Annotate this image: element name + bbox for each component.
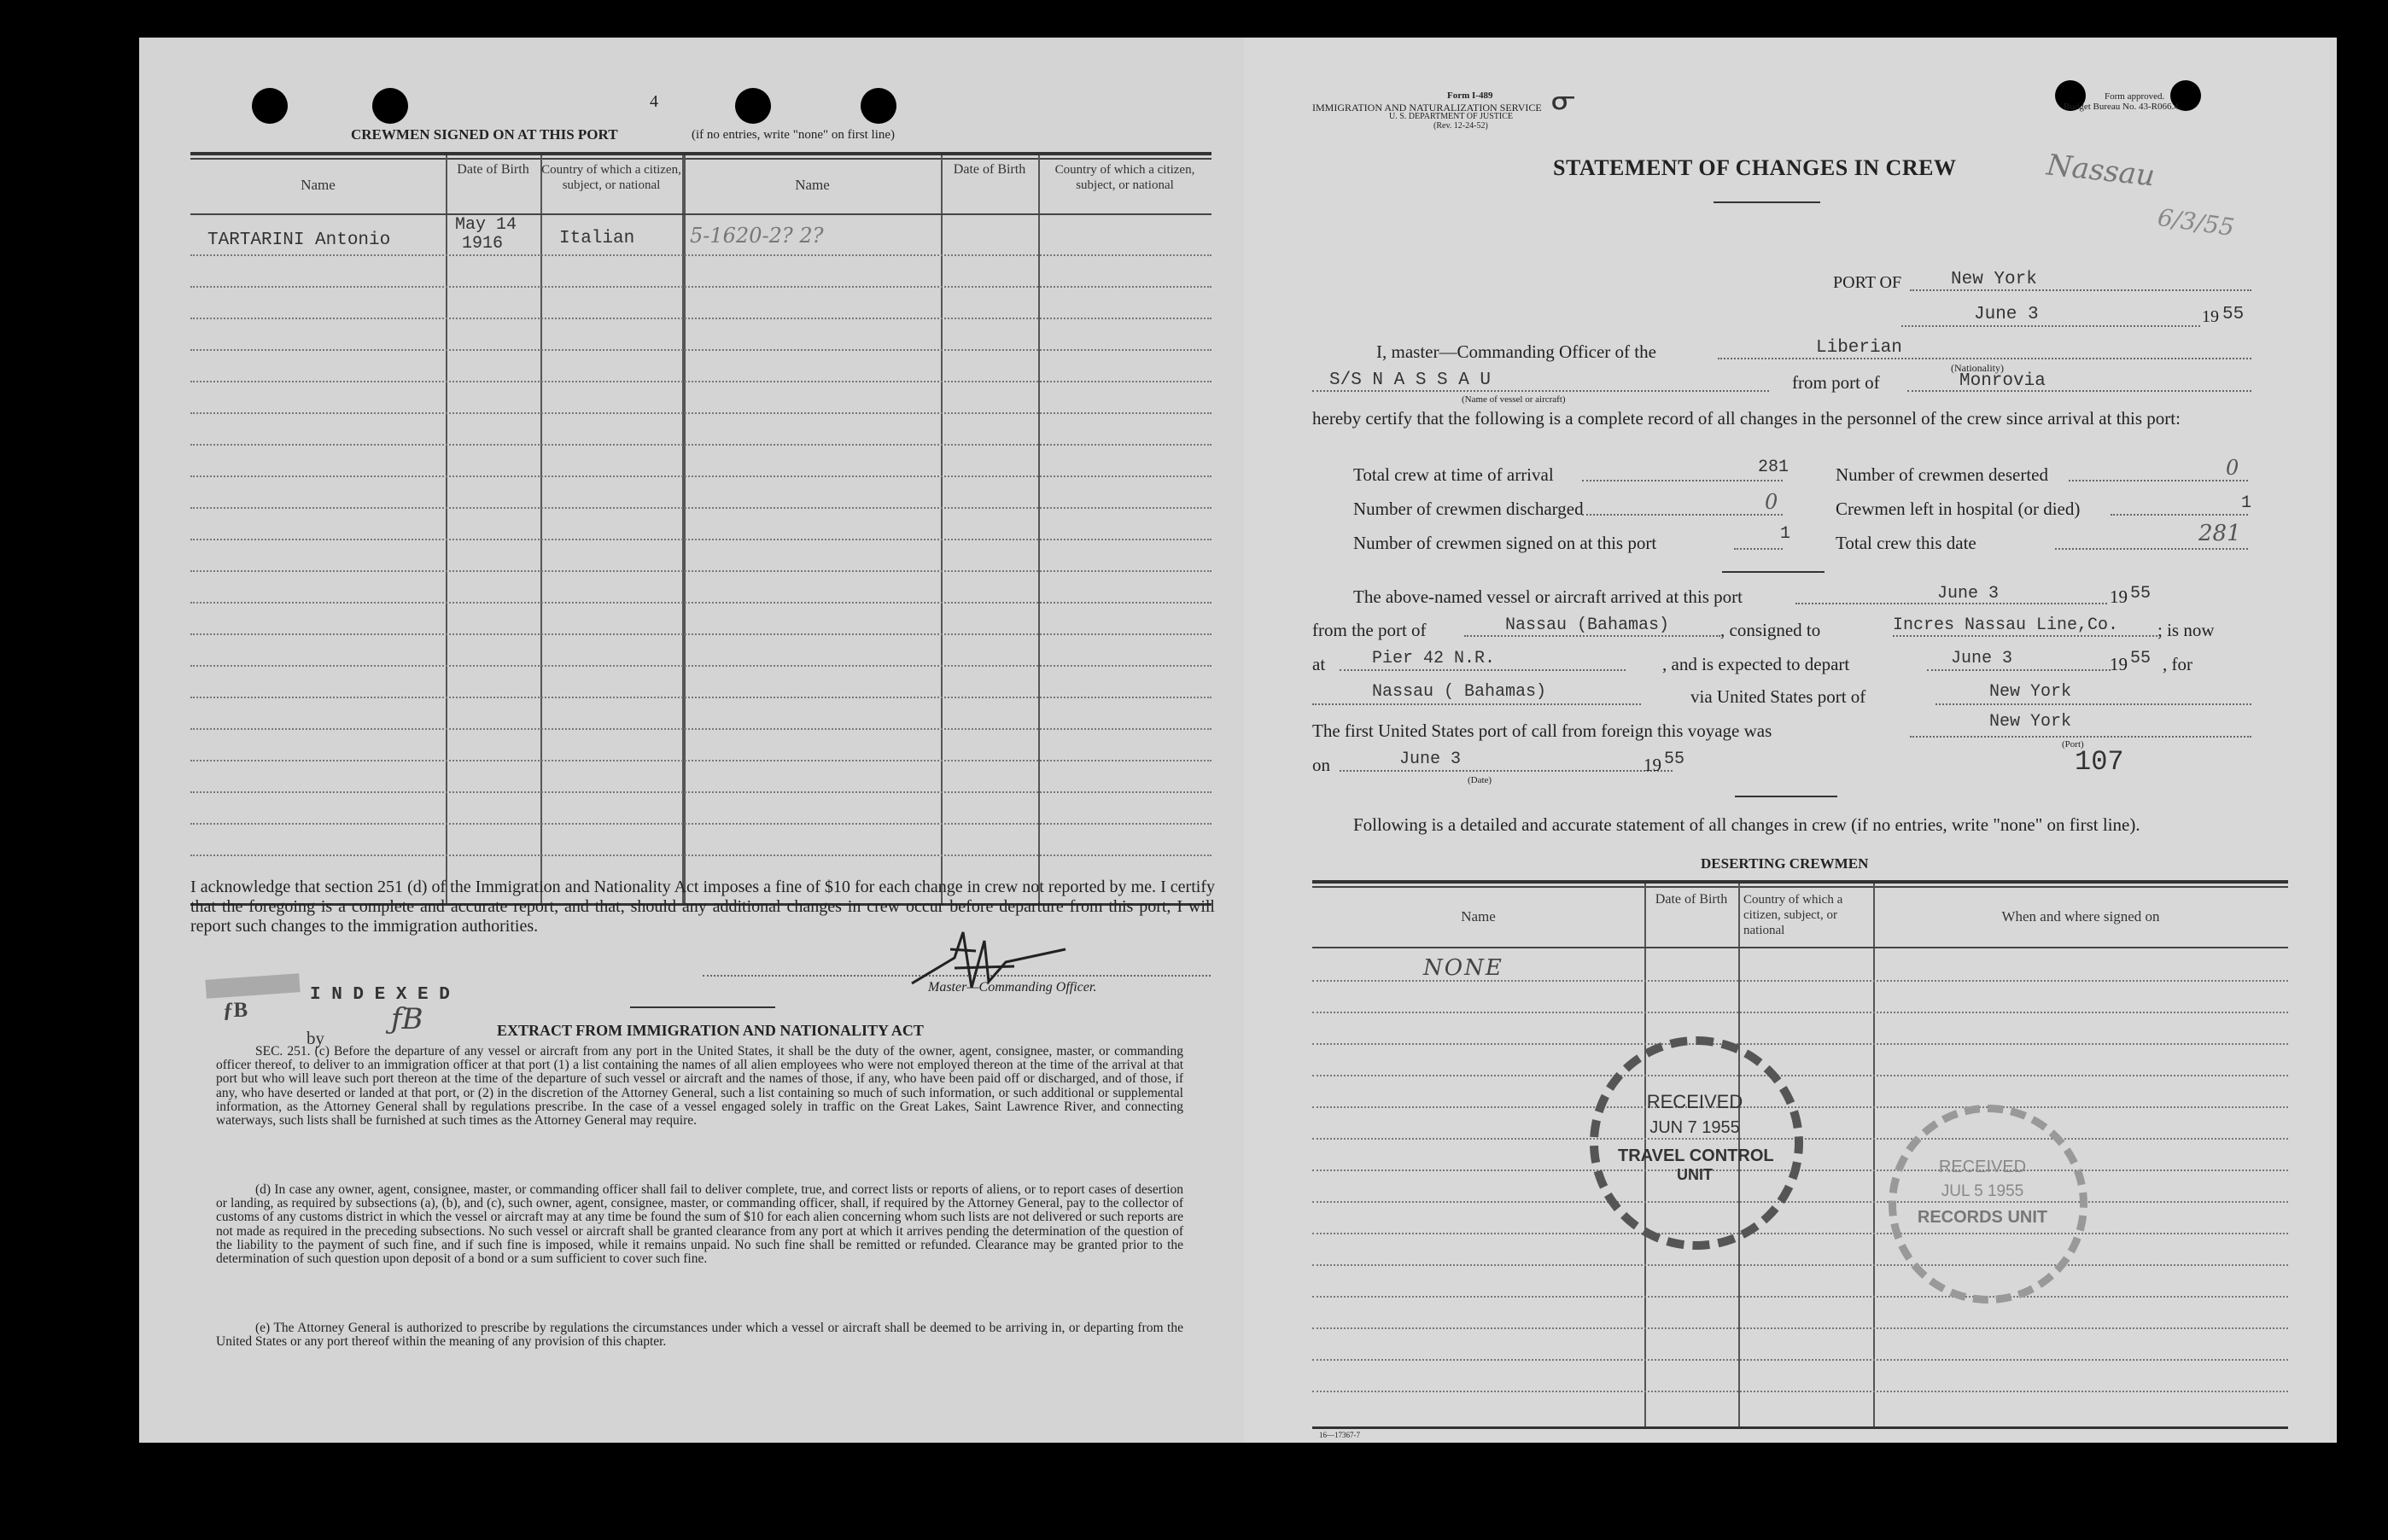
certify-text: hereby certify that the following is a complete record of all changes in the personnel of the crew since arrival at this port: — [1312, 408, 2181, 429]
crew-signed-title: CREWMEN SIGNED ON AT THIS PORT — [351, 126, 618, 143]
signed-on-value: 1 — [1780, 524, 1791, 544]
stamp-records-date: JUL 5 1955 — [1941, 1182, 2024, 1200]
col-when-where: When and where signed on — [2001, 908, 2160, 925]
for-label: , for — [2163, 654, 2192, 674]
right-form-page — [1244, 38, 2337, 1443]
port-caption: (Port) — [2062, 739, 2084, 750]
depart-year-prefix: 19 — [2110, 654, 2128, 674]
arrived-label: The above-named vessel or aircraft arrived at this port — [1353, 586, 1743, 607]
first-port-label: The first United States port of call from foreign this voyage was — [1312, 720, 1772, 741]
vessel-caption: (Name of vessel or aircraft) — [1462, 394, 1566, 405]
section-251-d: (d) In case any owner, agent, consignee, master, or commanding officer shall fail to deliver complete, true, and correct lists or reports of aliens, or to report cases of desertion or landing, as required by subsections (a), (b), and (c), such owner, agent, consignee, master, or commanding officer, shall, if required by the Attorney General, pay to the collector of customs of any customs district in which the vessel or aircraft may at any time be found the sum of $10 for each alien concerning whom such lists are not delivered or such reports are not made as required in the preceding subsections. No such vessel or aircraft shall be granted clearance from any port at which it arrives pending the determination of the question of the liability to the payment of such fine, and if such fine is imposed, while it remains unpaid. No such fine shall be remitted or refunded. Clearance may be granted prior to the determination of such question upon deposit of a bond or a sum sufficient to cover such fine. — [216, 1182, 1183, 1267]
on-year: 55 — [1664, 750, 1685, 769]
total-arrival-value: 281 — [1758, 458, 1790, 477]
punch-hole — [735, 88, 771, 124]
handwritten-mark: ᓂ — [1551, 85, 1576, 116]
via-label: via United States port of — [1690, 686, 1866, 707]
stamp-received-unit: TRAVEL CONTROL — [1618, 1146, 1774, 1165]
handwritten-date-note: 6/3/55 — [2156, 202, 2236, 242]
left-form-page — [139, 38, 1244, 1443]
master-text: I, master—Commanding Officer of the — [1376, 341, 1656, 362]
indexed-by: by — [307, 1028, 324, 1048]
form-approved: Form approved. — [2105, 91, 2165, 102]
discharged-label: Number of crewmen discharged — [1353, 499, 1584, 519]
at-value: Pier 42 N.R. — [1372, 649, 1496, 668]
arrived-date: June 3 — [1937, 584, 2000, 604]
col-deserter-name: Name — [1461, 908, 1496, 925]
port-label: PORT OF — [1833, 273, 1902, 292]
from-port-label: from port of — [1792, 372, 1880, 393]
budget-bureau: Budget Bureau No. 43-R066.4. — [2064, 102, 2181, 112]
table-row-dob-year: 1916 — [462, 234, 504, 254]
col-name: Name — [301, 177, 336, 193]
punch-hole — [252, 88, 288, 124]
nationality-value: Liberian — [1816, 338, 1902, 358]
col-dob-2: Date of Birth — [953, 162, 1026, 177]
table-row-dob: May 14 — [455, 215, 517, 235]
destination-value: Nassau ( Bahamas) — [1372, 682, 1547, 702]
deserting-title: DESERTING CREWMEN — [1701, 855, 1869, 872]
consigned-value: Incres Nassau Line,Co. — [1893, 615, 2119, 635]
master-signature — [903, 924, 1074, 1000]
department: U. S. DEPARTMENT OF JUSTICE — [1389, 112, 1513, 121]
total-date-label: Total crew this date — [1836, 533, 1976, 553]
stamp-received-unit-2: UNIT — [1677, 1166, 1713, 1183]
section-251-e: (e) The Attorney General is authorized to prescribe by regulations the circumstances under which a vessel or aircraft shall be deemed to be arriving in, or departing from the United States or any port thereof within the meaning of any provision of this chapter. — [216, 1321, 1183, 1350]
col-country: Country of which a citizen, subject, or national — [541, 163, 681, 192]
revision: (Rev. 12-24-52) — [1433, 121, 1488, 131]
acknowledgment-text: I acknowledge that section 251 (d) of the Immigration and Nationality Act imposes a fine of $10 for each change in crew not reported by me. I certify that the foregoing is a complete and accurate report, and that, should any additional changes in crew occur before departure from this port, I will report such changes to the immigration authorities. — [190, 878, 1215, 936]
port-number: 107 — [2075, 746, 2124, 778]
form-id: Form I-489 — [1447, 90, 1493, 101]
hospital-label: Crewmen left in hospital (or died) — [1836, 499, 2081, 519]
depart-year: 55 — [2130, 649, 2152, 668]
form-title: STATEMENT OF CHANGES IN CREW — [1553, 155, 1957, 180]
indexed-stamp-box — [205, 973, 300, 999]
crew-signed-table — [190, 152, 1212, 906]
signature-caption: Master—Commanding Officer. — [928, 980, 1097, 995]
deserted-value: 0 — [2226, 456, 2239, 480]
from-port-value: Monrovia — [1959, 371, 2046, 391]
year-value: 55 — [2222, 305, 2245, 324]
following-text: Following is a detailed and accurate statement of all changes in crew (if no entries, write "none" on first line). — [1353, 814, 2140, 835]
consigned-label: , consigned to — [1720, 620, 1821, 640]
stamp-records-label: RECEIVED — [1938, 1158, 2027, 1176]
discharged-value: 0 — [1765, 490, 1778, 514]
total-arrival-label: Total crew at time of arrival — [1353, 464, 1554, 485]
depart-label: , and is expected to depart — [1662, 654, 1850, 674]
table-row-country: Italian — [559, 229, 635, 248]
is-now: ; is now — [2157, 620, 2215, 640]
col-deserter-dob: Date of Birth — [1655, 892, 1728, 907]
travel-control-stamp-text — [1618, 1053, 1772, 1224]
stamp-received-label: RECEIVED — [1646, 1091, 1743, 1112]
date-value: June 3 — [1974, 305, 2039, 324]
handwritten-corner-note: Nassau — [2045, 148, 2157, 194]
depart-date: June 3 — [1951, 649, 2013, 668]
section-251-c: SEC. 251. (c) Before the departure of any vessel or aircraft from any port in the United States, it shall be the duty of the owner, agent, consignee, master, or commanding officer thereof, to deliver to an immigration officer at that port (1) a list containing the names of all alien employees who were not employed thereon at the time of the arrival at that port but who will leave such port thereon at the time of the departure of such vessel or aircraft and the names of those, if any, who have been paid off or discharged, and of those, if any, who have deserted or landed at that port, or (2) in the discretion of the Attorney General, such a list containing so much of such information, or such additional or supplemental information, as the Attorney General shall by regulations prescribe. In the case of a vessel engaged solely in traffic on the Great Lakes, Saint Lawrence River, and connecting waterways, such lists shall be furnished at such times as the Attorney General may require. — [216, 1044, 1183, 1129]
page-number: 4 — [650, 92, 658, 111]
total-date-value: 281 — [2198, 521, 2241, 546]
port-value: New York — [1951, 270, 2037, 289]
col-country-2: Country of which a citizen, subject, or national — [1054, 163, 1195, 192]
from-label: from the port of — [1312, 620, 1427, 640]
deserted-label: Number of crewmen deserted — [1836, 464, 2048, 485]
indexed-stamp: I N D E X E D — [310, 985, 450, 1005]
signed-on-label: Number of crewmen signed on at this port — [1353, 533, 1657, 553]
vessel-value: S/S N A S S A U — [1329, 370, 1492, 390]
nationality-caption: (Nationality) — [1951, 362, 2004, 374]
punch-hole — [861, 88, 896, 124]
hospital-value: 1 — [2241, 493, 2252, 513]
col-dob: Date of Birth — [457, 162, 529, 177]
indexed-by-initials: ƒB — [391, 1002, 423, 1036]
crew-signed-note: (if no entries, write "none" on first line) — [692, 128, 896, 142]
arrived-year: 55 — [2130, 584, 2152, 604]
agency: IMMIGRATION AND NATURALIZATION SERVICE — [1312, 102, 1542, 114]
arrived-year-prefix: 19 — [2110, 586, 2128, 607]
table-row-name: TARTARINI Antonio — [207, 230, 391, 250]
stamp-records-unit: RECORDS UNIT — [1917, 1208, 2048, 1227]
year-prefix: 19 — [2202, 307, 2219, 326]
at-label: at — [1312, 654, 1326, 674]
punch-hole — [372, 88, 408, 124]
records-unit-stamp-text — [1910, 1139, 2055, 1228]
date-caption: (Date) — [1468, 775, 1492, 785]
col-name-2: Name — [795, 177, 830, 193]
first-port-value: New York — [1989, 712, 2072, 732]
on-year-prefix: 19 — [1644, 755, 1661, 775]
stamp-received-date: JUN 7 1955 — [1649, 1118, 1740, 1137]
on-label: on — [1312, 755, 1330, 775]
none-entry: NONE — [1423, 955, 1503, 981]
table-row-handwritten-note: 5-1620-2? 2? — [690, 224, 824, 248]
on-date: June 3 — [1399, 750, 1462, 769]
indexed-initials: ƒB — [223, 999, 248, 1022]
col-deserter-country: Country of which a citizen, subject, or national — [1743, 893, 1843, 937]
from-value: Nassau (Bahamas) — [1505, 615, 1670, 635]
via-value: New York — [1989, 682, 2072, 702]
extract-title: EXTRACT FROM IMMIGRATION AND NATIONALITY ACT — [497, 1022, 924, 1039]
footer-code: 16—17367-7 — [1319, 1431, 1360, 1439]
